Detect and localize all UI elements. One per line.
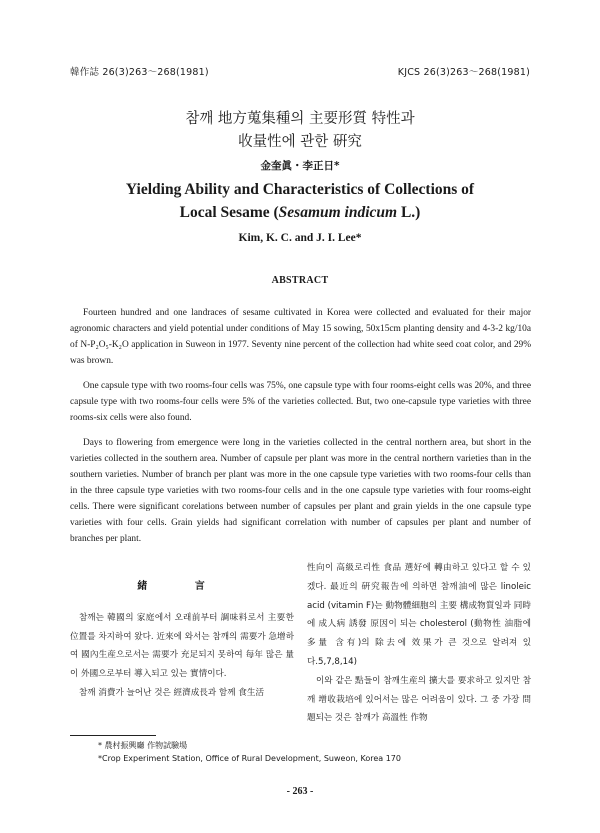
english-authors: Kim, K. C. and J. I. Lee* <box>238 232 362 244</box>
english-title-line-2 <box>0 204 600 222</box>
scientific-name: Sesamum indicum <box>278 204 398 221</box>
footnote-english: *Crop Experiment Station, Office of Rural Development, Suweon, Korea 170 <box>98 754 401 763</box>
korean-authors: 金奎眞・李正日* <box>260 160 340 172</box>
page-number: - 263 - <box>286 786 314 797</box>
abstract-heading: ABSTRACT <box>271 275 329 286</box>
intro-right-column <box>307 559 531 728</box>
abstract-paragraph-1: Fourteen hundred and one landraces of sesame cultivated in Korea were collected and evaluated for their major agronomic characters and yield potential under conditions of May 15 sowing, 50x15cm planting density and 4-3-2 kg/10a of N-P₂O₅-K₂O application in Suweon in 1977. Seventy nine percent of the collection had white seed coat color, and 29% was brown. <box>70 308 531 367</box>
english-title-prefix: Local Sesame ( <box>179 204 279 221</box>
footnote-divider <box>70 735 156 736</box>
intro-left-paragraph-1: 참깨는 韓國의 家庭에서 오래前부터 調味料로서 主要한 位置를 차지하여 왔다. 近來에 와서는 참깨의 需要가 急增하여 國內生産으로서는 需要가 充足되지 못하여 每年 많은 量이 外國으로부터 導入되고 있는 實情이다. <box>70 612 294 680</box>
intro-right-paragraph-1: 性向이 高級로리性 食品 選好에 轉由하고 있다고 할 수 있겠다. 最近의 硏究報告에 의하면 참깨油에 많은 linoleic acid (vitamin F)는 動物體細胞의 主要 構成物質일과 同時에 成人病 誘發 原因이 되는 cholesterol (動物性 油脂에 多量 含有)의 除去에 效果가 큰 것으로 알려져 있다.5,7,8,14) <box>307 563 531 667</box>
journal-header-english: KJCS 26(3)263～268(1981) <box>397 67 530 78</box>
abstract-paragraph-3: Days to flowering from emergence were long in the varieties collected in the central northern area, but short in the varieties collected in the southern area. Number of capsule per plant was more in the central northern varieties than in the southern varieties. Number of branch per plant was more in the one capsule type varieties with two rooms-four cells than in the three capsule type varieties with two rooms-four cells and in the one capsule type varieties with four rooms-eight cells. There were significant corelations between number of capsules per plant and grain yields in the one capsule type varieties with four cells. Grain yields had significant correlation with number of capsules per plant and number of branches per plant. <box>70 437 531 545</box>
korean-title-line-1: 참깨 地方蒐集種의 主要形質 特性과 <box>185 111 415 127</box>
english-title-line-1: Yielding Ability and Characteristics of Collections of <box>125 181 475 198</box>
korean-title-line-2: 收量性에 관한 硏究 <box>238 134 362 150</box>
intro-left-column <box>70 559 294 703</box>
intro-left-paragraph-2: 참깨 消費가 늘어난 것은 經濟成長과 함께 食生活 <box>79 687 265 698</box>
intro-heading: 緒 言 <box>137 581 227 592</box>
intro-right-paragraph-2: 이와 같은 點들이 참깨生産의 擴大를 要求하고 있지만 참깨 增收栽培에 있어서는 많은 어려움이 있다. 그 중 가장 問題되는 것은 참깨가 高溫性 作物 <box>307 675 531 724</box>
abstract-paragraph-2: One capsule type with two rooms-four cells was 75%, one capsule type with four rooms-eight cells was 20%, and three capsule type with two rooms-four cells were 5% of the varieties collected. But, two one-capsule type varieties with three rooms-six cells were also found. <box>70 380 531 424</box>
footnote-korean: * 農村振興廳 作物試驗場 <box>98 741 188 750</box>
abstract-body <box>70 305 531 556</box>
journal-header-korean: 韓作誌 26(3)263～268(1981) <box>70 67 209 78</box>
english-title-suffix: L.) <box>397 204 421 221</box>
